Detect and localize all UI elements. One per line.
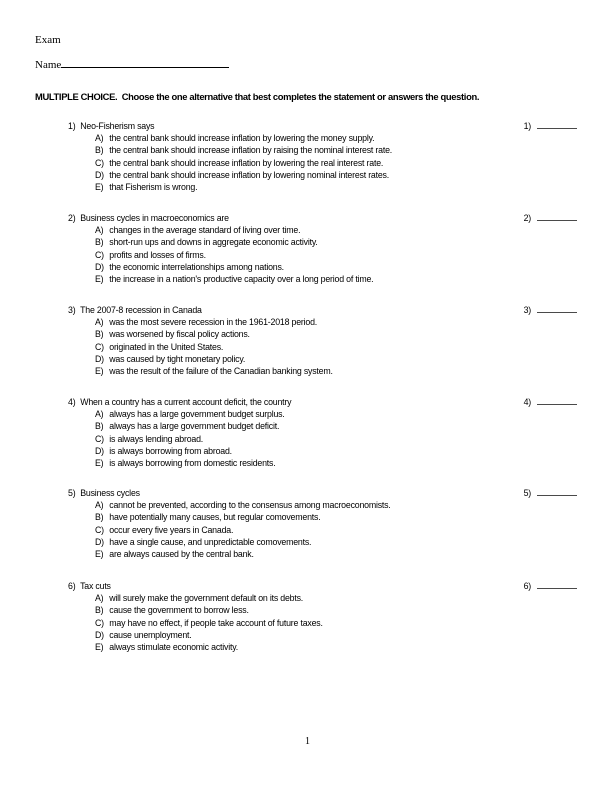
option-row <box>95 420 595 432</box>
option-label: B) <box>95 605 104 616</box>
option-row <box>95 524 595 536</box>
question-line <box>68 580 595 592</box>
question-number: 3) <box>68 305 76 315</box>
answer-slot <box>519 487 577 499</box>
option-text: the increase in a nation's productive capacity over a long period of time. <box>109 274 374 285</box>
option-row <box>95 408 595 420</box>
option-row <box>95 273 595 285</box>
question-number: 5) <box>68 488 76 498</box>
option-text: may have no effect, if people take account of future taxes. <box>109 617 323 628</box>
question-line <box>68 212 595 224</box>
option-label: B) <box>95 512 104 523</box>
name-label: Name <box>35 59 62 71</box>
option-row <box>95 144 595 156</box>
answer-slot <box>519 212 577 224</box>
option-text: have potentially many causes, but regular comovements. <box>109 512 321 523</box>
question-text: Neo-Fisherism says <box>80 121 155 131</box>
option-row <box>95 604 595 616</box>
option-label: E) <box>95 274 104 285</box>
option-text: was the result of the failure of the Canadian banking system. <box>109 366 333 377</box>
question-text: Business cycles in macroeconomics are <box>80 213 229 223</box>
answer-blank-line <box>537 396 577 405</box>
option-row <box>95 641 595 653</box>
option-text: cause the government to borrow less. <box>109 605 249 616</box>
option-row <box>95 629 595 641</box>
answer-blank-line <box>537 120 577 129</box>
option-text: is always lending abroad. <box>109 433 204 444</box>
option-row <box>95 169 595 181</box>
option-text: always has a large government budget deficit. <box>109 421 280 432</box>
option-text: was the most severe recession in the 1961-2018 period. <box>109 317 318 328</box>
option-label: C) <box>95 524 104 535</box>
answer-number: 5) <box>523 488 531 498</box>
option-row <box>95 157 595 169</box>
option-label: D) <box>95 169 104 180</box>
option-label: A) <box>95 225 104 236</box>
option-row <box>95 261 595 273</box>
option-text: always stimulate economic activity. <box>109 642 238 653</box>
option-label: B) <box>95 421 104 432</box>
answer-slot <box>519 580 577 592</box>
question-text: When a country has a current account deficit, the country <box>80 397 292 407</box>
option-row <box>95 341 595 353</box>
question-number: 6) <box>68 581 76 591</box>
option-label: B) <box>95 329 104 340</box>
question-2 <box>35 212 595 285</box>
option-text: is always borrowing from domestic residents. <box>109 458 276 469</box>
question-4 <box>35 396 595 469</box>
option-text: the central bank should increase inflation by raising the nominal interest rate. <box>109 145 393 156</box>
option-label: A) <box>95 500 104 511</box>
question-line <box>68 304 595 316</box>
answer-number: 6) <box>523 581 531 591</box>
option-label: E) <box>95 366 104 377</box>
answer-slot <box>519 396 577 408</box>
option-label: D) <box>95 536 104 547</box>
question-text: Tax cuts <box>80 581 111 591</box>
option-row <box>95 617 595 629</box>
question-line <box>68 396 595 408</box>
option-label: D) <box>95 353 104 364</box>
option-text: have a single cause, and unpredictable comovements. <box>109 536 312 547</box>
option-text: changes in the average standard of living over time. <box>109 225 301 236</box>
option-row <box>95 236 595 248</box>
page-number: 1 <box>305 736 310 747</box>
option-label: C) <box>95 341 104 352</box>
option-row <box>95 328 595 340</box>
option-row <box>95 316 595 328</box>
option-row <box>95 353 595 365</box>
option-text: will surely make the government default on its debts. <box>109 593 304 604</box>
option-label: E) <box>95 182 104 193</box>
option-row <box>95 132 595 144</box>
answer-blank-line <box>537 212 577 221</box>
option-label: D) <box>95 629 104 640</box>
option-row <box>95 548 595 560</box>
option-row <box>95 365 595 377</box>
option-text: cannot be prevented, according to the consensus among macroeconomists. <box>109 500 391 511</box>
answer-blank-line <box>537 487 577 496</box>
option-text: cause unemployment. <box>109 629 192 640</box>
question-text: Business cycles <box>80 488 140 498</box>
name-blank-line <box>61 57 229 68</box>
question-6 <box>35 580 595 653</box>
option-text: short-run ups and downs in aggregate economic activity. <box>109 237 318 248</box>
question-number: 4) <box>68 397 76 407</box>
option-label: A) <box>95 409 104 420</box>
option-label: B) <box>95 145 104 156</box>
option-label: E) <box>95 458 104 469</box>
question-number: 1) <box>68 121 76 131</box>
option-text: the economic interrelationships among nations. <box>109 261 284 272</box>
option-text: that Fisherism is wrong. <box>109 182 198 193</box>
option-label: D) <box>95 261 104 272</box>
option-text: the central bank should increase inflation by lowering the real interest rate. <box>109 157 384 168</box>
instructions-text: MULTIPLE CHOICE. Choose the one alternative that best completes the statement or answers the question. <box>35 91 480 102</box>
question-text: The 2007-8 recession in Canada <box>80 305 202 315</box>
option-text: the central bank should increase inflation by lowering the money supply. <box>109 133 375 144</box>
question-5 <box>35 487 595 560</box>
option-row <box>95 457 595 469</box>
option-label: B) <box>95 237 104 248</box>
option-label: D) <box>95 445 104 456</box>
answer-blank-line <box>537 304 577 313</box>
option-row <box>95 249 595 261</box>
option-row <box>95 224 595 236</box>
option-text: was worsened by fiscal policy actions. <box>109 329 250 340</box>
question-3 <box>35 304 595 377</box>
option-row <box>95 511 595 523</box>
option-label: C) <box>95 617 104 628</box>
option-text: was caused by tight monetary policy. <box>109 353 246 364</box>
option-text: is always borrowing from abroad. <box>109 445 232 456</box>
exam-label: Exam <box>35 34 61 46</box>
answer-number: 2) <box>523 213 531 223</box>
option-row <box>95 536 595 548</box>
question-line <box>68 487 595 499</box>
option-label: C) <box>95 157 104 168</box>
answer-slot <box>519 304 577 316</box>
option-label: A) <box>95 317 104 328</box>
question-1 <box>35 120 595 193</box>
question-line <box>68 120 595 132</box>
answer-number: 4) <box>523 397 531 407</box>
answer-blank-line <box>537 580 577 589</box>
answer-number: 1) <box>523 121 531 131</box>
option-text: the central bank should increase inflation by lowering nominal interest rates. <box>109 169 389 180</box>
question-number: 2) <box>68 213 76 223</box>
option-row <box>95 445 595 457</box>
option-text: originated in the United States. <box>109 341 224 352</box>
option-text: always has a large government budget surplus. <box>109 409 285 420</box>
answer-number: 3) <box>523 305 531 315</box>
option-label: C) <box>95 433 104 444</box>
option-label: E) <box>95 549 104 560</box>
option-label: E) <box>95 642 104 653</box>
option-label: A) <box>95 593 104 604</box>
option-text: profits and losses of firms. <box>109 249 206 260</box>
option-text: occur every five years in Canada. <box>109 524 234 535</box>
option-label: C) <box>95 249 104 260</box>
option-row <box>95 592 595 604</box>
option-text: are always caused by the central bank. <box>109 549 254 560</box>
answer-slot <box>519 120 577 132</box>
option-row <box>95 499 595 511</box>
option-row <box>95 181 595 193</box>
option-label: A) <box>95 133 104 144</box>
name-row <box>35 57 229 72</box>
option-row <box>95 433 595 445</box>
